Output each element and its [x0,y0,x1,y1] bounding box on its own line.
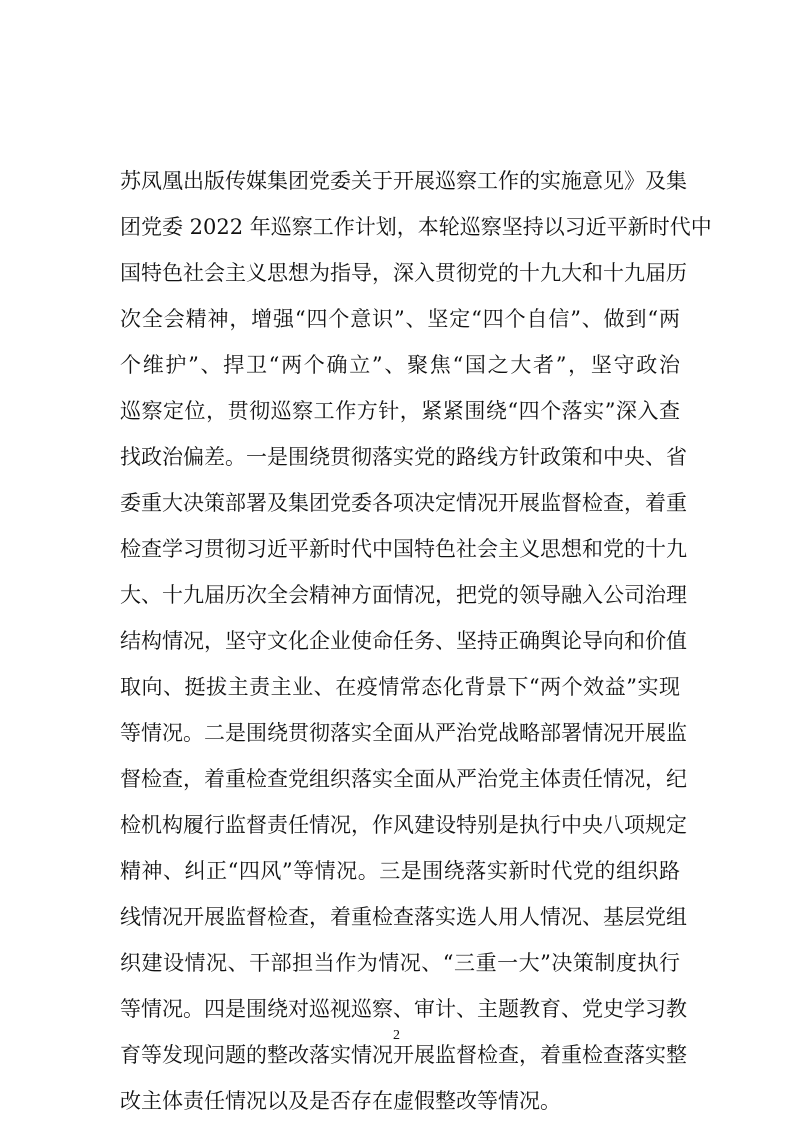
text-line-13: 等情况。二是围绕贯彻落实全面从严治党战略部署情况开展监 [120,721,687,745]
text-line-6: 巡察定位，贯彻巡察工作方针，紧紧围绕“四个落实”深入查 [120,399,680,423]
text-line-7: 找政治偏差。一是围绕贯彻落实党的路线方针政策和中央、省 [120,445,687,469]
text-line-19: 等情况。四是围绕对巡视巡察、审计、主题教育、党史学习教 [120,997,687,1021]
text-line-8: 委重大决策部署及集团党委各项决定情况开展监督检查，着重 [120,491,687,515]
text-line-12: 取向、挺拔主责主业、在疫情常态化背景下“两个效益”实现 [120,675,680,699]
page-number: 2 [393,1028,400,1043]
text-line-14: 督检查，着重检查党组织落实全面从严治党主体责任情况，纪 [120,767,687,791]
text-line-5: 个维护”、捍卫“两个确立”、聚焦“国之大者”，坚守政治 [120,353,680,377]
text-line-17: 线情况开展监督检查，着重检查落实选人用人情况、基层党组 [120,905,687,929]
text-line-10: 大、十九届历次全会精神方面情况，把党的领导融入公司治理 [120,583,687,607]
text-line-4: 次全会精神，增强“四个意识”、坚定“四个自信”、做到“两 [120,307,680,331]
text-line-3: 国特色社会主义思想为指导，深入贯彻党的十九大和十九届历 [120,261,687,285]
text-line-1: 苏凤凰出版传媒集团党委关于开展巡察工作的实施意见》及集 [120,169,687,193]
text-line-2: 团党委 2022 年巡察工作计划，本轮巡察坚持以习近平新时代中 [120,215,712,239]
text-line-9: 检查学习贯彻习近平新时代中国特色社会主义思想和党的十九 [120,537,687,561]
text-line-20: 育等发现问题的整改落实情况开展监督检查，着重检查落实整 [120,1043,687,1067]
text-line-15: 检机构履行监督责任情况，作风建设特别是执行中央八项规定 [120,813,687,837]
text-line-21: 改主体责任情况以及是否存在虚假整改等情况。 [120,1089,561,1113]
text-line-18: 织建设情况、干部担当作为情况、“三重一大”决策制度执行 [120,951,680,975]
text-line-16: 精神、纠正“四风”等情况。三是围绕落实新时代党的组织路 [120,859,680,883]
body-paragraph [120,158,712,1124]
text-line-11: 结构情况，坚守文化企业使命任务、坚持正确舆论导向和价值 [120,629,687,653]
